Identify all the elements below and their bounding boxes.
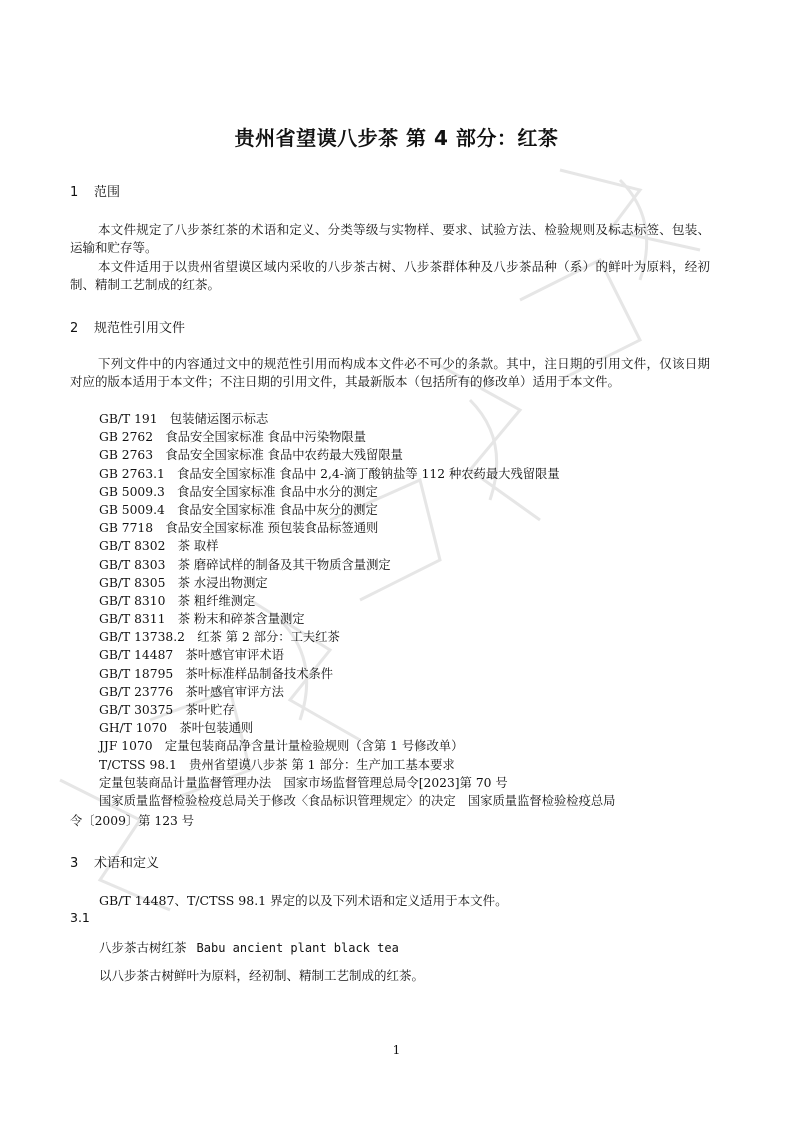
reference-item: GB/T 191 包装储运图示标志 — [99, 412, 269, 426]
section-heading-terms — [70, 852, 159, 871]
reference-item: GB/T 14487 茶叶感官审评术语 — [99, 648, 284, 663]
term-entry — [99, 938, 399, 956]
section-number: 3 — [70, 856, 79, 871]
reference-item: GB 2763 食品安全国家标准 食品中农药最大残留限量 — [99, 448, 403, 463]
reference-item: 定量包装商品计量监督管理办法 国家市场监督管理总局令[2023]第 70 号 — [99, 775, 508, 790]
reference-item: GB 5009.4 食品安全国家标准 食品中灰分的测定 — [99, 502, 378, 517]
reference-item: T/CTSS 98.1 贵州省望谟八步茶 第 1 部分：生产加工基本要求 — [99, 757, 455, 772]
term-definition: 以八步茶古树鲜叶为原料，经初制、精制工艺制成的红茶。 — [99, 968, 425, 983]
reference-item: JJF 1070 定量包装商品净含量计量检验规则（含第 1 号修改单） — [99, 739, 464, 754]
reference-item: GB/T 8305 茶 水浸出物测定 — [99, 575, 268, 590]
section-title: 规范性引用文件 — [94, 321, 186, 336]
section-number: 1 — [70, 185, 79, 200]
scope-paragraph-2: 本文件适用于以贵州省望谟区域内采收的八步茶古树、八步茶群体种及八步茶品种（系）的鲜叶为原料，经初制、精制工艺制成的红茶。 — [70, 259, 710, 292]
reference-item: GB/T 8310 茶 粗纤维测定 — [99, 593, 256, 608]
reference-item: GB 2762 食品安全国家标准 食品中污染物限量 — [99, 430, 367, 445]
reference-list — [99, 410, 719, 810]
subclause-number: 3.1 — [70, 910, 90, 925]
reference-item: GB/T 8311 茶 粉末和碎茶含量测定 — [99, 612, 305, 627]
reference-item: GB/T 13738.2 红茶 第 2 部分：工夫红茶 — [99, 630, 340, 645]
reference-item: GH/T 1070 茶叶包装通则 — [99, 721, 254, 736]
reference-item: GB/T 8303 茶 磨碎试样的制备及其干物质含量测定 — [99, 557, 391, 572]
section-heading-normative — [70, 317, 185, 336]
reference-item: GB/T 30375 茶叶贮存 — [99, 703, 235, 717]
reference-item: GB/T 23776 茶叶感官审评方法 — [99, 684, 284, 699]
terms-intro: GB/T 14487、T/CTSS 98.1 界定的以及下列术语和定义适用于本文件。 — [99, 893, 508, 908]
section-title: 术语和定义 — [94, 856, 160, 871]
document-title: 贵州省望谟八步茶 第 4 部分：红茶 — [234, 126, 559, 150]
reference-item-continuation: 令〔2009〕第 123 号 — [70, 814, 195, 828]
reference-item: GB 2763.1 食品安全国家标准 食品中 2,4-滴丁酸钠盐等 112 种农药最大残留限量 — [99, 466, 560, 481]
term-chinese: 八步茶古树红茶 — [99, 940, 187, 955]
section-heading-scope — [70, 181, 120, 200]
term-english: Babu ancient plant black tea — [196, 941, 399, 955]
reference-item: GB/T 8302 茶 取样 — [99, 539, 219, 554]
page-number: 1 — [392, 1043, 401, 1057]
scope-paragraph-1: 本文件规定了八步茶红茶的术语和定义、分类等级与实物样、要求、试验方法、检验规则及标志标签、包装、运输和贮存等。 — [70, 222, 710, 255]
reference-item: 国家质量监督检验检疫总局关于修改〈食品标识管理规定〉的决定 国家质量监督检验检疫总局 — [99, 793, 616, 808]
normative-intro: 下列文件中的内容通过文中的规范性引用而构成本文件必不可少的条款。其中，注日期的引用文件，仅该日期对应的版本适用于本文件；不注日期的引用文件，其最新版本（包括所有的修改单）适用于本文件。 — [70, 356, 710, 389]
section-title: 范围 — [94, 185, 121, 200]
reference-item: GB/T 18795 茶叶标准样品制备技术条件 — [99, 666, 334, 681]
reference-item: GB 5009.3 食品安全国家标准 食品中水分的测定 — [99, 484, 378, 499]
section-number: 2 — [70, 321, 79, 336]
reference-item: GB 7718 食品安全国家标准 预包装食品标签通则 — [99, 521, 379, 536]
